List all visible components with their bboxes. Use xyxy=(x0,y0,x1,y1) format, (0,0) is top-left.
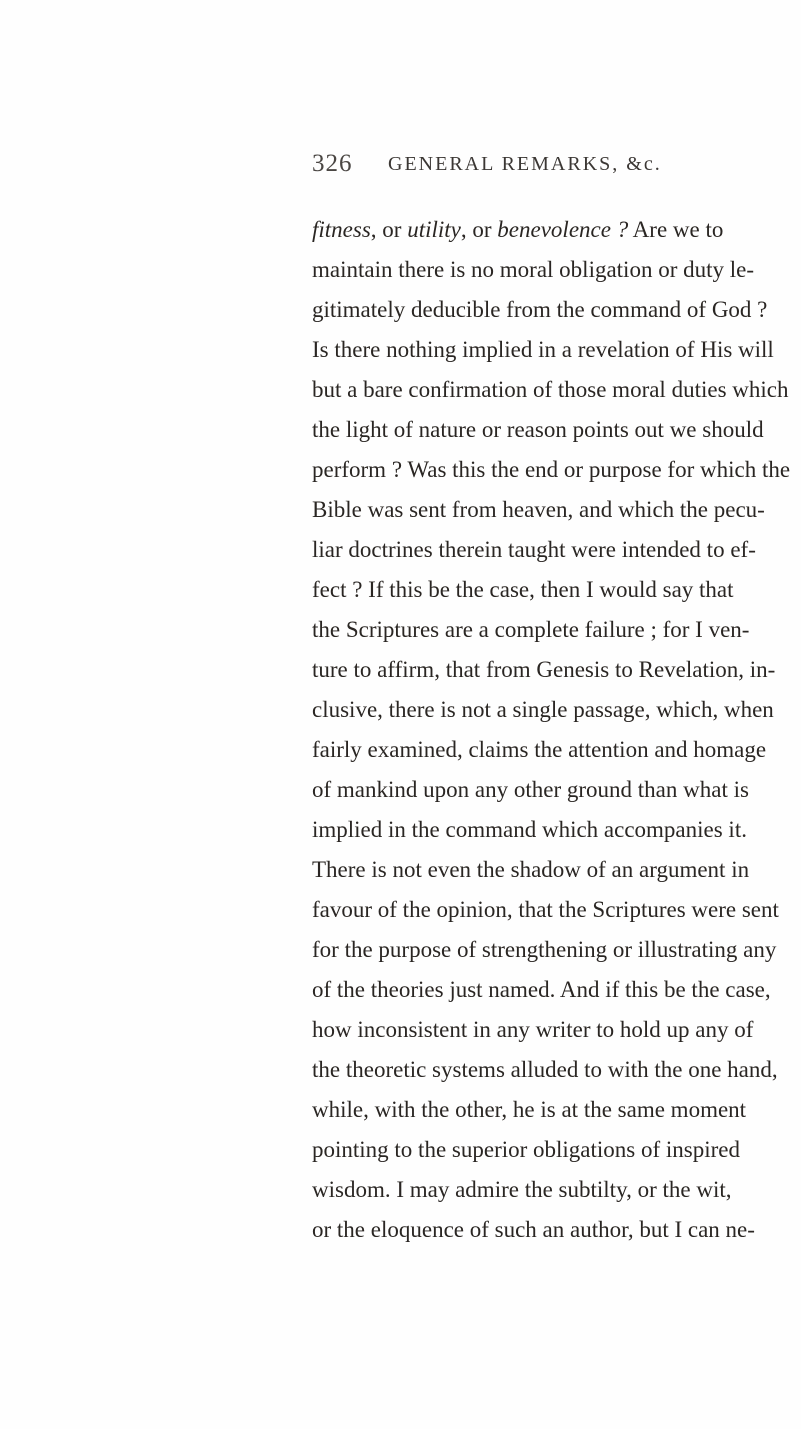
text-line-9: liar doctrines therein taught were intended to ef- xyxy=(312,537,756,562)
text-line-19: for the purpose of strengthening or illustrating any xyxy=(312,937,777,962)
text-line-8: Bible was sent from heaven, and which the pecu- xyxy=(312,497,765,522)
text-line-4: Is there nothing implied in a revelation of His will xyxy=(312,337,774,362)
text-line-24: pointing to the superior obligations of inspired xyxy=(312,1137,741,1162)
text-line-6: the light of nature or reason points out we should xyxy=(312,417,764,442)
term-utility: utility xyxy=(407,217,461,242)
term-fitness: fitness xyxy=(312,217,371,242)
running-head: GENERAL REMARKS, &c. xyxy=(388,153,662,175)
text-line-20: of the theories just named. And if this be the case, xyxy=(312,977,771,1002)
text-line-14: fairly examined, claims the attention and homage xyxy=(312,737,767,762)
text-line-1: fitness, or utility, or benevolence ? Are we to xyxy=(312,217,724,242)
text-line-3: gitimately deducible from the command of God ? xyxy=(312,297,768,322)
text-line-26: or the eloquence of such an author, but I can ne- xyxy=(312,1217,755,1242)
text-line-23: while, with the other, he is at the same moment xyxy=(312,1097,747,1122)
page-number: 326 xyxy=(312,150,353,177)
text-line-5: but a bare confirmation of those moral duties which xyxy=(312,377,789,402)
text-line-25: wisdom. I may admire the subtilty, or the wit, xyxy=(312,1177,732,1202)
text-line-2: maintain there is no moral obligation or duty le- xyxy=(312,257,755,282)
text-line-21: how inconsistent in any writer to hold up any of xyxy=(312,1017,754,1042)
page-header xyxy=(312,150,732,182)
term-benevolence: benevolence ? xyxy=(497,217,629,242)
text-line-11: the Scriptures are a complete failure ; for I ven- xyxy=(312,617,750,642)
text-line-10: fect ? If this be the case, then I would say that xyxy=(312,577,734,602)
text-line-17: There is not even the shadow of an argument in xyxy=(312,857,750,882)
text-line-15: of mankind upon any other ground than what is xyxy=(312,777,749,802)
text-line-18: favour of the opinion, that the Scriptures were sent xyxy=(312,897,779,922)
text-line-13: clusive, there is not a single passage, which, when xyxy=(312,697,774,722)
text-line-7: perform ? Was this the end or purpose for which the xyxy=(312,457,791,482)
text-line-16: implied in the command which accompanies it. xyxy=(312,817,747,842)
text-line-22: the theoretic systems alluded to with the one hand, xyxy=(312,1057,778,1082)
body-text xyxy=(312,210,791,1250)
text-line-12: ture to affirm, that from Genesis to Revelation, in- xyxy=(312,657,776,682)
